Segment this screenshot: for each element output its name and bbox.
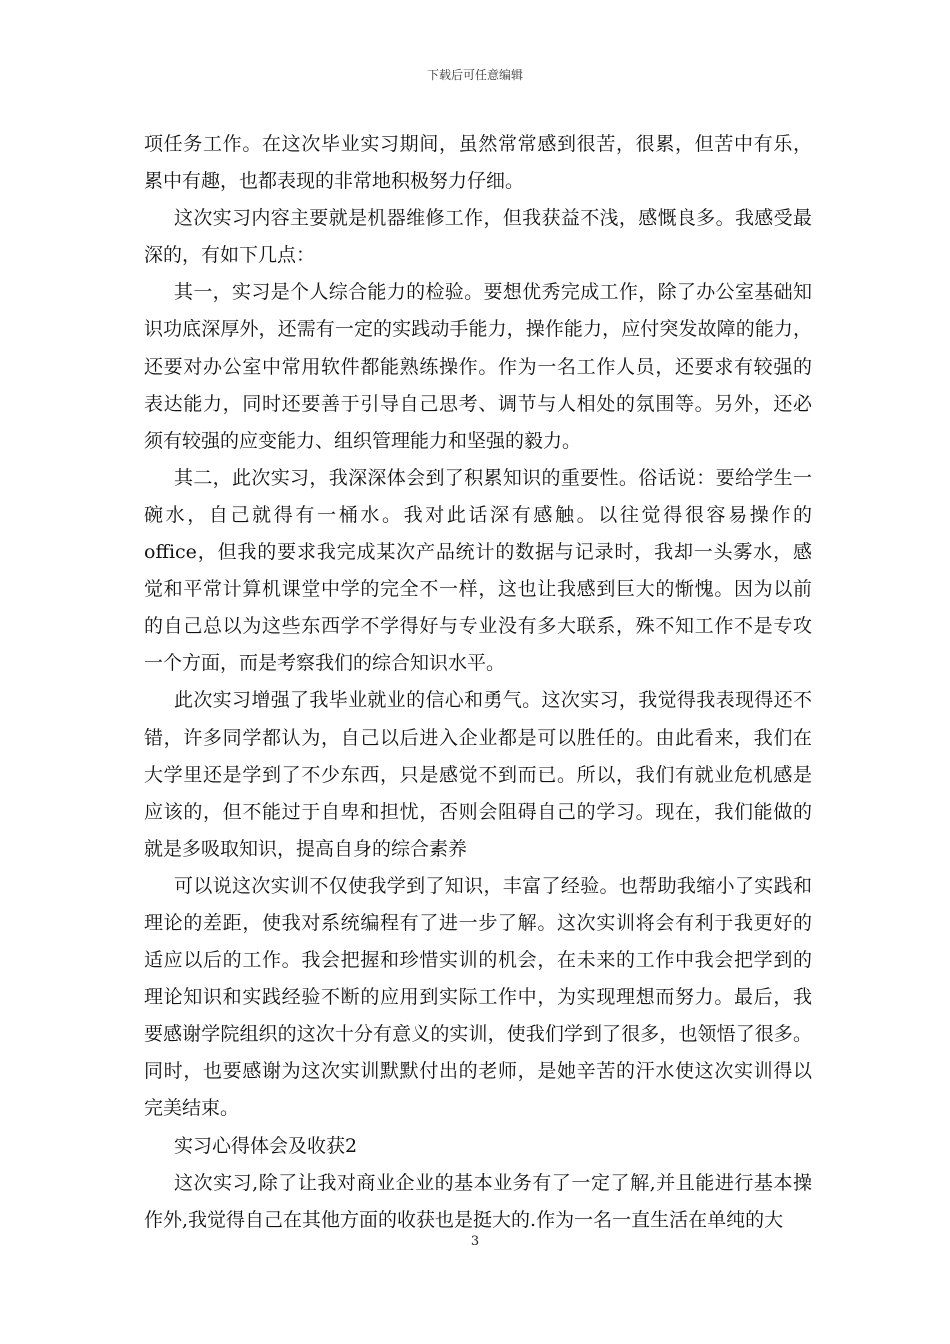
text-line: 可以说这次实训不仅使我学到了知识，丰富了经验。也帮助我缩小了实践和: [174, 874, 812, 897]
text-line: 此次实习增强了我毕业就业的信心和勇气。这次实习，我觉得我表现得还不: [174, 689, 812, 712]
text-line: 错，许多同学都认为，自己以后进入企业都是可以胜任的。由此看来，我们在: [144, 726, 812, 749]
paragraph: [144, 682, 812, 867]
text-line: 累中有趣，也都表现的非常地积极努力仔细。: [144, 170, 525, 193]
text-line: 理论的差距，使我对系统编程有了进一步了解。这次实训将会有利于我更好的: [144, 911, 812, 934]
text-line: 还要对办公室中常用软件都能熟练操作。作为一名工作人员，还要求有较强的: [144, 355, 812, 378]
text-line: 表达能力，同时还要善于引导自己思考、调节与人相处的氛围等。另外，还必: [144, 392, 812, 415]
paragraph: [144, 200, 812, 274]
text-line: 须有较强的应变能力、组织管理能力和坚强的毅力。: [144, 429, 582, 452]
text-line: 这次实习,除了让我对商业企业的基本业务有了一定了解,并且能进行基本操: [174, 1171, 812, 1194]
paragraph: [144, 1165, 812, 1239]
text-line: 其二，此次实习，我深深体会到了积累知识的重要性。俗话说：要给学生一: [174, 466, 812, 489]
paragraph: [144, 868, 812, 1128]
document-body: [144, 126, 812, 1239]
paragraph: [144, 274, 812, 459]
text-line: 碗水，自己就得有一桶水。我对此话深有感触。以往觉得很容易操作的: [144, 503, 812, 526]
text-line: 就是多吸取知识，提高自身的综合素养: [144, 837, 468, 860]
text-line: 觉和平常计算机课堂中学的完全不一样，这也让我感到巨大的惭愧。因为以前: [144, 578, 812, 601]
text-line: 其一，实习是个人综合能力的检验。要想优秀完成工作，除了办公室基础知: [174, 281, 812, 304]
text-line: 理论知识和实践经验不断的应用到实际工作中，为实现理想而努力。最后，我: [144, 986, 812, 1009]
text-line: 实习心得体会及收获2: [174, 1134, 358, 1157]
text-line: 一个方面，而是考察我们的综合知识水平。: [144, 652, 506, 675]
text-line: 应该的，但不能过于自卑和担忧，否则会阻碍自己的学习。现在，我们能做的: [144, 800, 812, 823]
page-header: 下载后可任意编辑: [426, 68, 523, 82]
paragraph: [144, 126, 812, 200]
paragraph: [144, 1128, 812, 1165]
text-line: 深的，有如下几点：: [144, 244, 316, 267]
text-line: 项任务工作。在这次毕业实习期间，虽然常常感到很苦，很累，但苦中有乐，: [144, 133, 812, 155]
text-line: 作外,我觉得自己在其他方面的收获也是挺大的.作为一名一直生活在单纯的大: [144, 1208, 784, 1231]
text-line: 适应以后的工作。我会把握和珍惜实训的机会，在未来的工作中我会把学到的: [144, 949, 812, 972]
text-line: 要感谢学院组织的这次十分有意义的实训，使我们学到了很多，也领悟了很多。: [144, 1023, 812, 1046]
text-line: 大学里还是学到了不少东西，只是感觉不到而已。所以，我们有就业危机感是: [144, 763, 812, 786]
text-line: 这次实习内容主要就是机器维修工作，但我获益不浅，感慨良多。我感受最: [174, 207, 812, 230]
text-line: 同时，也要感谢为这次实训默默付出的老师，是她辛苦的汗水使这次实训得以: [144, 1060, 812, 1083]
paragraph: [144, 460, 812, 683]
page-number: 3: [470, 1234, 480, 1249]
text-line: 的自己总以为这些东西学不学得好与专业没有多大联系，殊不知工作不是专攻: [144, 615, 812, 638]
text-line: 完美结束。: [144, 1097, 240, 1120]
text-line: office，但我的要求我完成某次产品统计的数据与记录时，我却一头雾水，感: [144, 541, 812, 564]
text-line: 识功底深厚外，还需有一定的实践动手能力，操作能力，应付突发故障的能力，: [144, 318, 812, 341]
